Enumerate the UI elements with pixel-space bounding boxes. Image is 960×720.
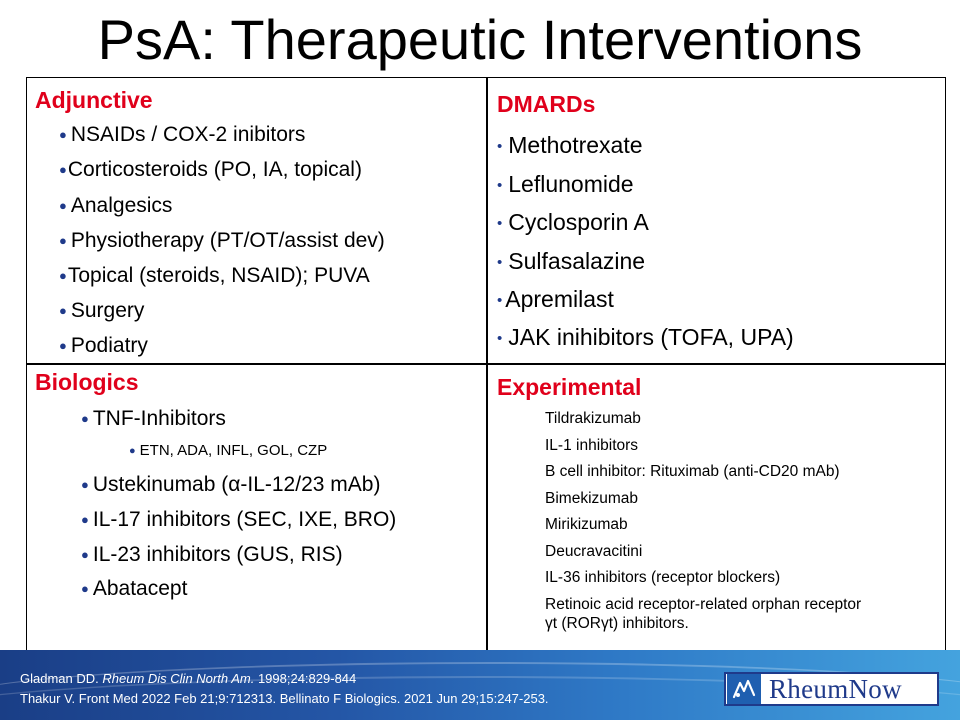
citation-line-1: Gladman DD. Rheum Dis Clin North Am. 1998;24:829-844 <box>20 671 357 686</box>
bullet-icon: • <box>497 137 503 155</box>
column-divider <box>486 78 488 676</box>
dmards-heading: DMARDs <box>497 91 596 117</box>
experimental-cell <box>497 373 937 663</box>
list-item: ● Abatacept <box>81 576 187 602</box>
biologics-heading: Biologics <box>35 369 139 395</box>
list-item: ●Corticosteroids (PO, IA, topical) <box>59 157 362 183</box>
bullet-icon: • <box>497 329 503 347</box>
list-item: • Methotrexate <box>497 132 643 158</box>
list-item: ● Podiatry <box>59 333 148 359</box>
dmards-cell <box>497 90 937 360</box>
list-item: ● Physiotherapy (PT/OT/assist dev) <box>59 228 385 254</box>
bullet-icon: • <box>497 176 503 194</box>
bullet-icon: ● <box>81 477 89 493</box>
biologics-cell <box>35 368 475 668</box>
list-item: ●Topical (steroids, NSAID); PUVA <box>59 263 370 289</box>
interventions-table <box>26 77 946 677</box>
list-item: ● IL-17 inhibitors (SEC, IXE, BRO) <box>81 507 396 533</box>
list-item: • Apremilast <box>497 286 614 312</box>
list-item: Mirikizumab <box>545 516 628 533</box>
bullet-icon: ● <box>81 411 89 427</box>
list-item: Bimekizumab <box>545 490 639 507</box>
bullet-icon: ● <box>81 547 89 563</box>
list-item: ● ETN, ADA, INFL, GOL, CZP <box>129 438 327 464</box>
bullet-icon: • <box>497 214 503 232</box>
citation-line-2: Thakur V. Front Med 2022 Feb 21;9:712313. Bellinato F Biologics. 2021 Jun 29;15:247-253. <box>20 691 549 706</box>
list-item: IL-36 inhibitors (receptor blockers) <box>545 569 781 586</box>
list-item: ● Analgesics <box>59 193 172 219</box>
list-item: • Leflunomide <box>497 171 634 197</box>
row-divider <box>27 363 945 365</box>
list-item: • JAK inihibitors (TOFA, UPA) <box>497 324 794 350</box>
bullet-icon: ● <box>59 268 67 284</box>
list-item: B cell inhibitor: Rituximab (anti-CD20 mAb) <box>545 463 840 480</box>
bullet-icon: ● <box>81 512 89 528</box>
rheumnow-logo <box>724 672 939 706</box>
bullet-icon: ● <box>129 445 136 458</box>
list-item: ● Ustekinumab (α-IL-12/23 mAb) <box>81 472 380 498</box>
bullet-icon: ● <box>81 581 89 597</box>
list-item: • Sulfasalazine <box>497 248 646 274</box>
list-item: Deucravacitini <box>545 543 643 560</box>
bullet-icon: ● <box>59 338 67 354</box>
rheumnow-logo-icon <box>727 674 761 704</box>
list-item: ● Surgery <box>59 298 144 324</box>
list-item: ● TNF-Inhibitors <box>81 406 226 432</box>
logo-text: RheumNow <box>769 674 902 704</box>
bullet-icon: ● <box>59 127 67 143</box>
slide-title: PsA: Therapeutic Interventions <box>97 8 863 71</box>
adjunctive-heading: Adjunctive <box>35 87 153 113</box>
list-item: Retinoic acid receptor-related orphan receptor <box>545 596 862 613</box>
list-item: ● NSAIDs / COX-2 inibitors <box>59 122 305 148</box>
list-item: • Cyclosporin A <box>497 209 649 235</box>
experimental-heading: Experimental <box>497 374 642 400</box>
list-item: γt (RORγt) inhibitors. <box>545 615 689 632</box>
adjunctive-cell <box>35 86 475 361</box>
bullet-icon: ● <box>59 233 67 249</box>
bullet-icon: • <box>497 291 503 309</box>
list-item: Tildrakizumab <box>545 410 641 427</box>
list-item: IL-1 inhibitors <box>545 437 639 454</box>
bullet-icon: ● <box>59 198 67 214</box>
bullet-icon: • <box>497 253 503 271</box>
bullet-icon: ● <box>59 162 67 178</box>
bullet-icon: ● <box>59 303 67 319</box>
list-item: ● IL-23 inhibitors (GUS, RIS) <box>81 542 343 568</box>
